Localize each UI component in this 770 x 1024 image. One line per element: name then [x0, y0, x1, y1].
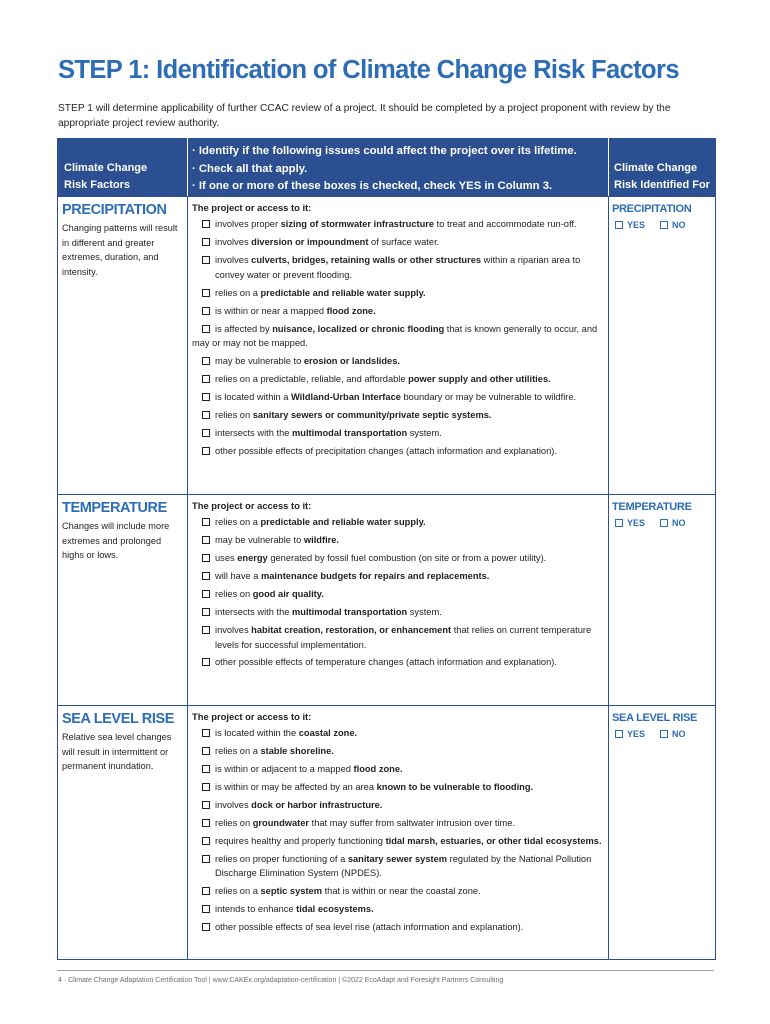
factor-name: TEMPERATURE — [62, 500, 167, 516]
factor-cell — [58, 706, 187, 959]
checklist-cell — [187, 495, 609, 705]
checklist — [192, 217, 604, 459]
checklist-item-text: intersects with the multimodal transportation system. — [215, 428, 442, 439]
yes-checkbox[interactable] — [615, 519, 623, 527]
checklist-item — [192, 726, 604, 741]
yes-no-choice — [612, 729, 713, 739]
checkbox[interactable] — [202, 375, 210, 383]
checklist-item-text: may be vulnerable to erosion or landslides. — [215, 356, 400, 367]
checkbox[interactable] — [202, 837, 210, 845]
factor-cell — [58, 197, 187, 494]
table-header — [58, 138, 715, 196]
checkbox[interactable] — [202, 289, 210, 297]
checkbox[interactable] — [202, 411, 210, 419]
checklist-item — [192, 304, 604, 319]
checklist-item-text: relies on proper functioning of a sanitary sewer system regulated by the National Pollution Discharge Elimination System (NPDES). — [215, 853, 592, 879]
no-checkbox[interactable] — [660, 519, 668, 527]
checklist-item — [192, 372, 604, 387]
risk-row-temperature — [58, 494, 715, 705]
checklist-item-text: involves habitat creation, restoration, or enhancement that relies on current temperature levels for successful implementation. — [215, 624, 592, 650]
checklist-item-text: involves dock or harbor infrastructure. — [215, 799, 383, 810]
checklist-item — [192, 762, 604, 777]
checklist-item-text: other possible effects of temperature changes (attach information and explanation). — [215, 657, 557, 668]
checkbox[interactable] — [202, 256, 210, 264]
checklist-item — [192, 390, 604, 405]
no-label: NO — [672, 518, 686, 528]
risk-row-precipitation — [58, 196, 715, 494]
intro-paragraph: STEP 1 will determine applicability of further CCAC review of a project. It should be completed by a project proponent with review by the appropriate project review authority. — [58, 103, 671, 129]
checklist-item — [192, 217, 604, 232]
yes-label: YES — [627, 729, 646, 739]
checklist-item-text: requires healthy and properly functioning tidal marsh, estuaries, or other tidal ecosystems. — [215, 835, 602, 846]
checklist-item-text: other possible effects of sea level rise (attach information and explanation). — [215, 922, 524, 933]
checklist-item — [192, 655, 604, 670]
risk-name: PRECIPITATION — [612, 203, 692, 215]
factor-name: SEA LEVEL RISE — [62, 711, 175, 727]
checklist-item-text: may be vulnerable to wildfire. — [215, 534, 340, 545]
factor-name: PRECIPITATION — [62, 202, 167, 218]
checklist-item — [192, 852, 604, 881]
checkbox[interactable] — [202, 220, 210, 228]
checkbox[interactable] — [202, 357, 210, 365]
yes-label: YES — [627, 518, 646, 528]
checklist-item — [192, 354, 604, 369]
checklist-item — [192, 533, 604, 548]
factor-cell — [58, 495, 187, 705]
checkbox[interactable] — [202, 658, 210, 666]
checklist — [192, 726, 604, 935]
risk-identified-cell — [609, 495, 713, 705]
risk-name: SEA LEVEL RISE — [612, 712, 698, 724]
checklist-item — [192, 408, 604, 423]
checklist-item — [192, 780, 604, 795]
checklist-cell — [187, 706, 609, 959]
checklist-item-text: intends to enhance tidal ecosystems. — [215, 904, 374, 915]
no-checkbox[interactable] — [660, 221, 668, 229]
checklist-item-text: relies on a predictable, reliable, and affordable power supply and other utilities. — [215, 374, 551, 385]
checkbox[interactable] — [202, 626, 210, 634]
yes-checkbox[interactable] — [615, 730, 623, 738]
checklist-item — [192, 322, 604, 351]
checklist-item-text: is located within the coastal zone. — [215, 728, 358, 738]
checklist-item-text: relies on a predictable and reliable water supply. — [215, 287, 426, 298]
checkbox[interactable] — [202, 572, 210, 580]
checklist-item-text: is affected by nuisance, localized or chronic flooding that is known generally to occur, and may or may not be mapped. — [192, 323, 598, 349]
checklist-lead: The project or access to it: — [192, 500, 312, 511]
checkbox[interactable] — [202, 238, 210, 246]
checklist-item-text: uses energy generated by fossil fuel combustion (on site or from a power utility). — [215, 552, 547, 563]
checkbox[interactable] — [202, 325, 210, 333]
checkbox[interactable] — [202, 429, 210, 437]
page-footer: 4 · Climate Change Adaptation Certification Tool | www.CAKEx.org/adaptation-certification | ©2022 EcoAdapt and Foresight Partners Consulting — [58, 977, 504, 984]
checklist-item-text: is within or near a mapped flood zone. — [215, 305, 376, 316]
checklist-item — [192, 569, 604, 584]
no-checkbox[interactable] — [660, 730, 668, 738]
checklist-item-text: relies on a stable shoreline. — [215, 745, 334, 756]
checkbox[interactable] — [202, 855, 210, 863]
checklist-item — [192, 816, 604, 831]
checklist-item-text: involves proper sizing of stormwater infrastructure to treat and accommodate run-off. — [215, 219, 577, 229]
risk-name: TEMPERATURE — [612, 501, 692, 513]
checklist-item-text: is located within a Wildland-Urban Interface boundary or may be vulnerable to wildfire. — [215, 392, 577, 403]
checkbox[interactable] — [202, 819, 210, 827]
factor-description: Relative sea level changes will result in intermittent or permanent inundation. — [62, 732, 172, 771]
checkbox[interactable] — [202, 905, 210, 913]
header-instructions: · Identify if the following issues could affect the project over its lifetime. · Check all that apply. · If one or more of these boxes is checked, check YES in Column 3. — [187, 138, 609, 196]
checklist-item-text: relies on good air quality. — [215, 588, 324, 599]
no-label: NO — [672, 729, 686, 739]
checklist-item — [192, 798, 604, 813]
checklist-lead: The project or access to it: — [192, 711, 312, 722]
checklist-item — [192, 884, 604, 899]
checklist-item-text: involves diversion or impoundment of surface water. — [215, 236, 440, 247]
checklist-item — [192, 444, 604, 459]
risk-factor-table — [57, 138, 716, 960]
checklist-item — [192, 515, 604, 530]
yes-no-choice — [612, 220, 713, 230]
checkbox[interactable] — [202, 307, 210, 315]
checklist-item — [192, 834, 604, 849]
checklist-item-text: is within or may be affected by an area known to be vulnerable to flooding. — [215, 781, 534, 792]
checkbox[interactable] — [202, 783, 210, 791]
risk-identified-cell — [609, 197, 713, 494]
checklist-item — [192, 235, 604, 250]
checklist-item — [192, 623, 604, 652]
checklist-item-text: intersects with the multimodal transportation system. — [215, 606, 442, 617]
checkbox[interactable] — [202, 923, 210, 931]
checklist-cell — [187, 197, 609, 494]
checklist-item — [192, 920, 604, 935]
checklist — [192, 515, 604, 670]
header-risk-identified: Climate Change Risk Identified For — [614, 162, 710, 191]
checklist-item-text: is within or adjacent to a mapped flood zone. — [215, 763, 403, 774]
checkbox[interactable] — [202, 729, 210, 737]
header-risk-factors: Climate Change Risk Factors — [64, 162, 148, 191]
yes-no-choice — [612, 518, 713, 528]
checklist-item-text: will have a maintenance budgets for repairs and replacements. — [215, 570, 490, 581]
checklist-item — [192, 426, 604, 441]
risk-identified-cell — [609, 706, 713, 959]
yes-label: YES — [627, 220, 646, 230]
checkbox[interactable] — [202, 554, 210, 562]
checklist-item — [192, 551, 604, 566]
no-label: NO — [672, 220, 686, 230]
checklist-item-text: involves culverts, bridges, retaining walls or other structures within a riparian area to convey water or prevent flooding. — [215, 254, 581, 280]
checkbox[interactable] — [202, 747, 210, 755]
checkbox[interactable] — [202, 536, 210, 544]
checklist-item-text: relies on a septic system that is within or near the coastal zone. — [215, 886, 481, 897]
checklist-item — [192, 902, 604, 917]
footer-divider — [57, 970, 714, 971]
checklist-item-text: other possible effects of precipitation changes (attach information and explanation). — [215, 446, 557, 457]
checklist-item-text: relies on sanitary sewers or community/private septic systems. — [215, 410, 492, 421]
checklist-item — [192, 286, 604, 301]
checklist-item-text: relies on a predictable and reliable water supply. — [215, 517, 426, 527]
checklist-item-text: relies on groundwater that may suffer from saltwater intrusion over time. — [215, 817, 516, 828]
factor-description: Changes will include more extremes and prolonged highs or lows. — [62, 521, 170, 560]
checklist-lead: The project or access to it: — [192, 202, 312, 213]
checkbox[interactable] — [202, 447, 210, 455]
checkbox[interactable] — [202, 518, 210, 526]
checkbox[interactable] — [202, 590, 210, 598]
checklist-item — [192, 253, 604, 282]
checkbox[interactable] — [202, 887, 210, 895]
checkbox[interactable] — [202, 608, 210, 616]
factor-description: Changing patterns will result in different and greater extremes, duration, and intensity. — [62, 223, 178, 277]
checkbox[interactable] — [202, 765, 210, 773]
checkbox[interactable] — [202, 801, 210, 809]
risk-row-sea-level-rise — [58, 705, 715, 960]
yes-checkbox[interactable] — [615, 221, 623, 229]
checklist-item — [192, 587, 604, 602]
checklist-item — [192, 744, 604, 759]
page-title: STEP 1: Identification of Climate Change Risk Factors — [58, 56, 679, 84]
checkbox[interactable] — [202, 393, 210, 401]
checklist-item — [192, 605, 604, 620]
